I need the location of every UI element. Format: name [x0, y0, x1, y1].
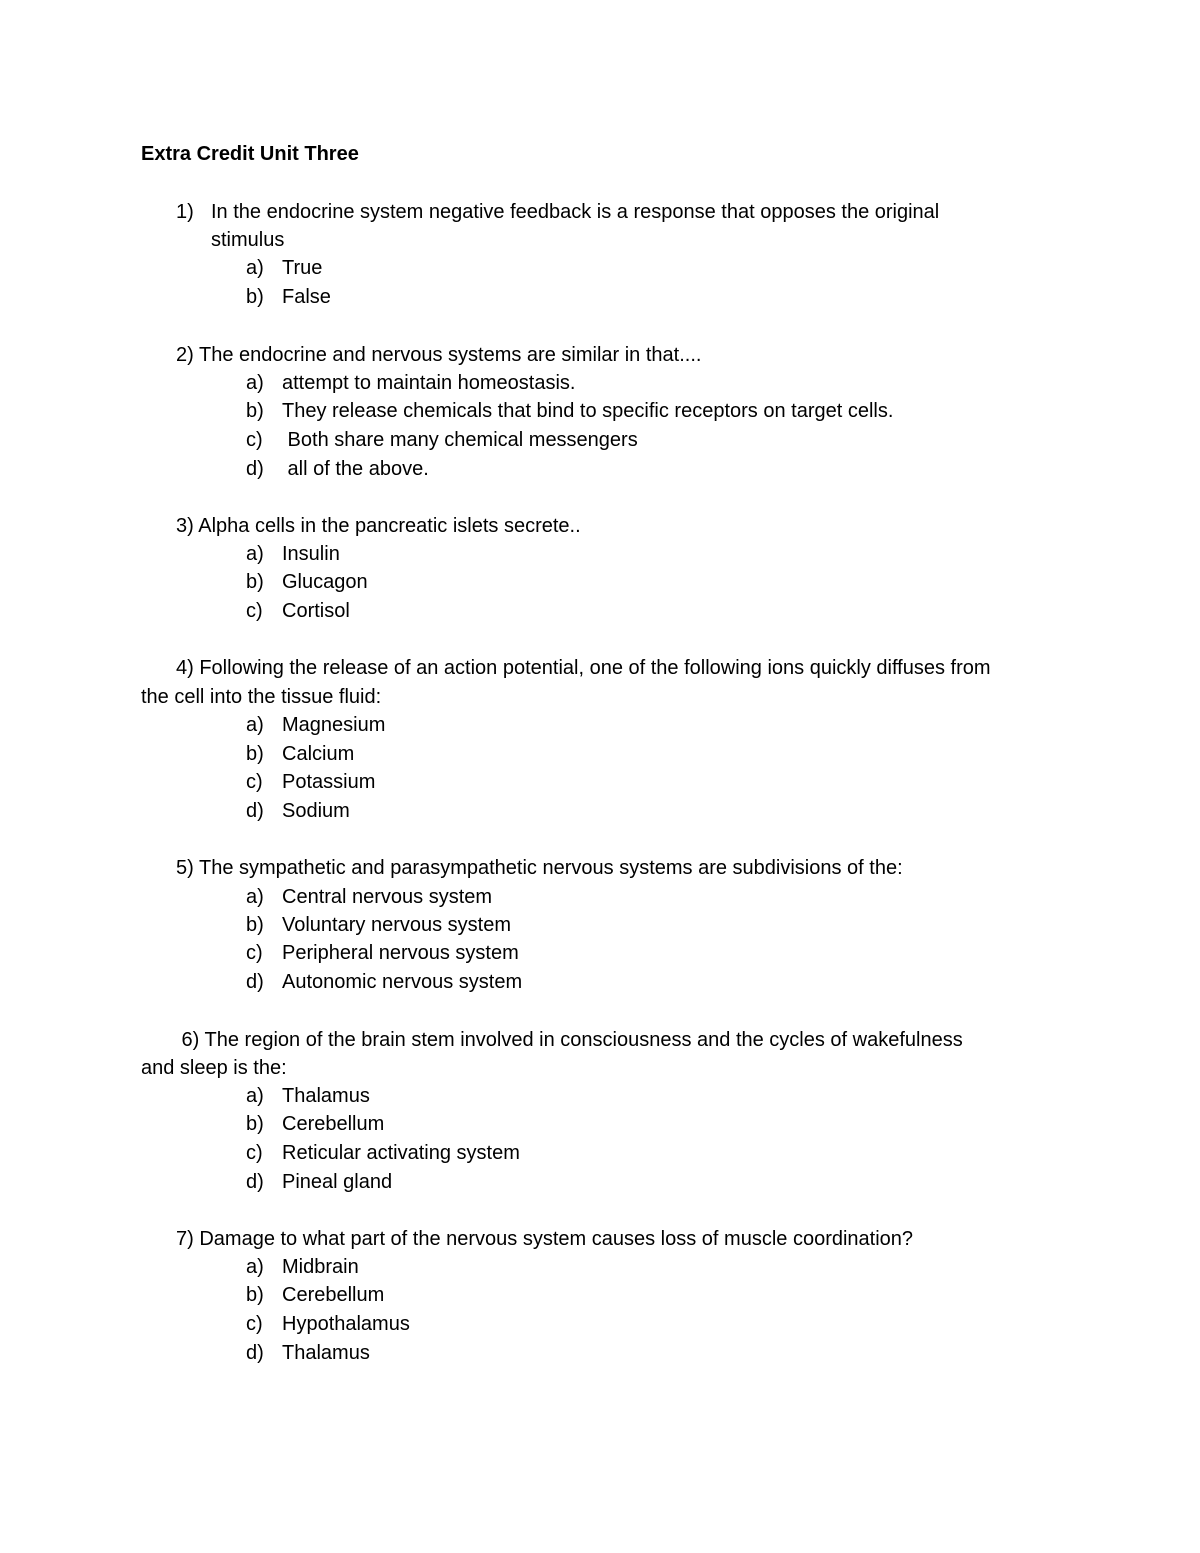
question-text: 4) Following the release of an action potential, one of the following ions quickly diffuses from — [176, 657, 991, 679]
option-text: Sodium — [282, 800, 350, 822]
option-text: Hypothalamus — [282, 1313, 410, 1335]
question-text-continued: stimulus — [211, 229, 285, 251]
option-letter: b) — [246, 400, 264, 422]
option-text: Midbrain — [282, 1256, 359, 1278]
option-letter: c) — [246, 429, 263, 451]
option-letter: a) — [246, 1085, 264, 1107]
option-text: Central nervous system — [282, 886, 493, 908]
option-text: Autonomic nervous system — [282, 971, 523, 993]
option-text: Cortisol — [282, 600, 350, 622]
option-letter: c) — [246, 771, 263, 793]
option-text: Insulin — [282, 543, 340, 565]
option-letter: a) — [246, 886, 264, 908]
question-text-continued: the cell into the tissue fluid: — [141, 686, 382, 708]
question-number: 1) — [176, 201, 194, 223]
option-text: Cerebellum — [282, 1113, 385, 1135]
option-letter: b) — [246, 1284, 264, 1306]
option-letter: c) — [246, 600, 263, 622]
option-letter: a) — [246, 1256, 264, 1278]
question-text: 3) Alpha cells in the pancreatic islets secrete.. — [176, 515, 581, 537]
option-letter: c) — [246, 1142, 263, 1164]
option-text: all of the above. — [282, 458, 429, 480]
option-text: They release chemicals that bind to specific receptors on target cells. — [282, 400, 894, 422]
question-text: 6) The region of the brain stem involved in consciousness and the cycles of wakefulness — [176, 1029, 963, 1051]
option-letter: a) — [246, 543, 264, 565]
document-title: Extra Credit Unit Three — [141, 143, 359, 165]
option-text: Potassium — [282, 771, 376, 793]
option-text: Both share many chemical messengers — [282, 429, 638, 451]
option-text: Magnesium — [282, 714, 386, 736]
option-text: Glucagon — [282, 571, 368, 593]
option-letter: d) — [246, 458, 264, 480]
question-text: 2) The endocrine and nervous systems are similar in that.... — [176, 344, 702, 366]
option-text: False — [282, 286, 331, 308]
option-letter: a) — [246, 372, 264, 394]
option-text: Voluntary nervous system — [282, 914, 511, 936]
option-text: Cerebellum — [282, 1284, 385, 1306]
option-letter: d) — [246, 971, 264, 993]
option-letter: b) — [246, 1113, 264, 1135]
option-letter: b) — [246, 914, 264, 936]
option-text: Calcium — [282, 743, 355, 765]
option-letter: b) — [246, 571, 264, 593]
option-letter: b) — [246, 743, 264, 765]
option-letter: d) — [246, 1171, 264, 1193]
option-letter: c) — [246, 942, 263, 964]
question-text: In the endocrine system negative feedback is a response that opposes the original — [211, 201, 940, 223]
option-letter: c) — [246, 1313, 263, 1335]
option-text: Pineal gland — [282, 1171, 393, 1193]
option-text: Peripheral nervous system — [282, 942, 519, 964]
option-letter: a) — [246, 257, 264, 279]
question-text: 7) Damage to what part of the nervous system causes loss of muscle coordination? — [176, 1228, 914, 1250]
question-text-continued: and sleep is the: — [141, 1057, 287, 1079]
option-letter: d) — [246, 800, 264, 822]
option-letter: a) — [246, 714, 264, 736]
option-text: Reticular activating system — [282, 1142, 520, 1164]
option-text: Thalamus — [282, 1085, 370, 1107]
question-text: 5) The sympathetic and parasympathetic nervous systems are subdivisions of the: — [176, 857, 903, 879]
option-text: True — [282, 257, 323, 279]
option-letter: d) — [246, 1342, 264, 1364]
option-text: Thalamus — [282, 1342, 370, 1364]
option-text: attempt to maintain homeostasis. — [282, 372, 576, 394]
option-letter: b) — [246, 286, 264, 308]
